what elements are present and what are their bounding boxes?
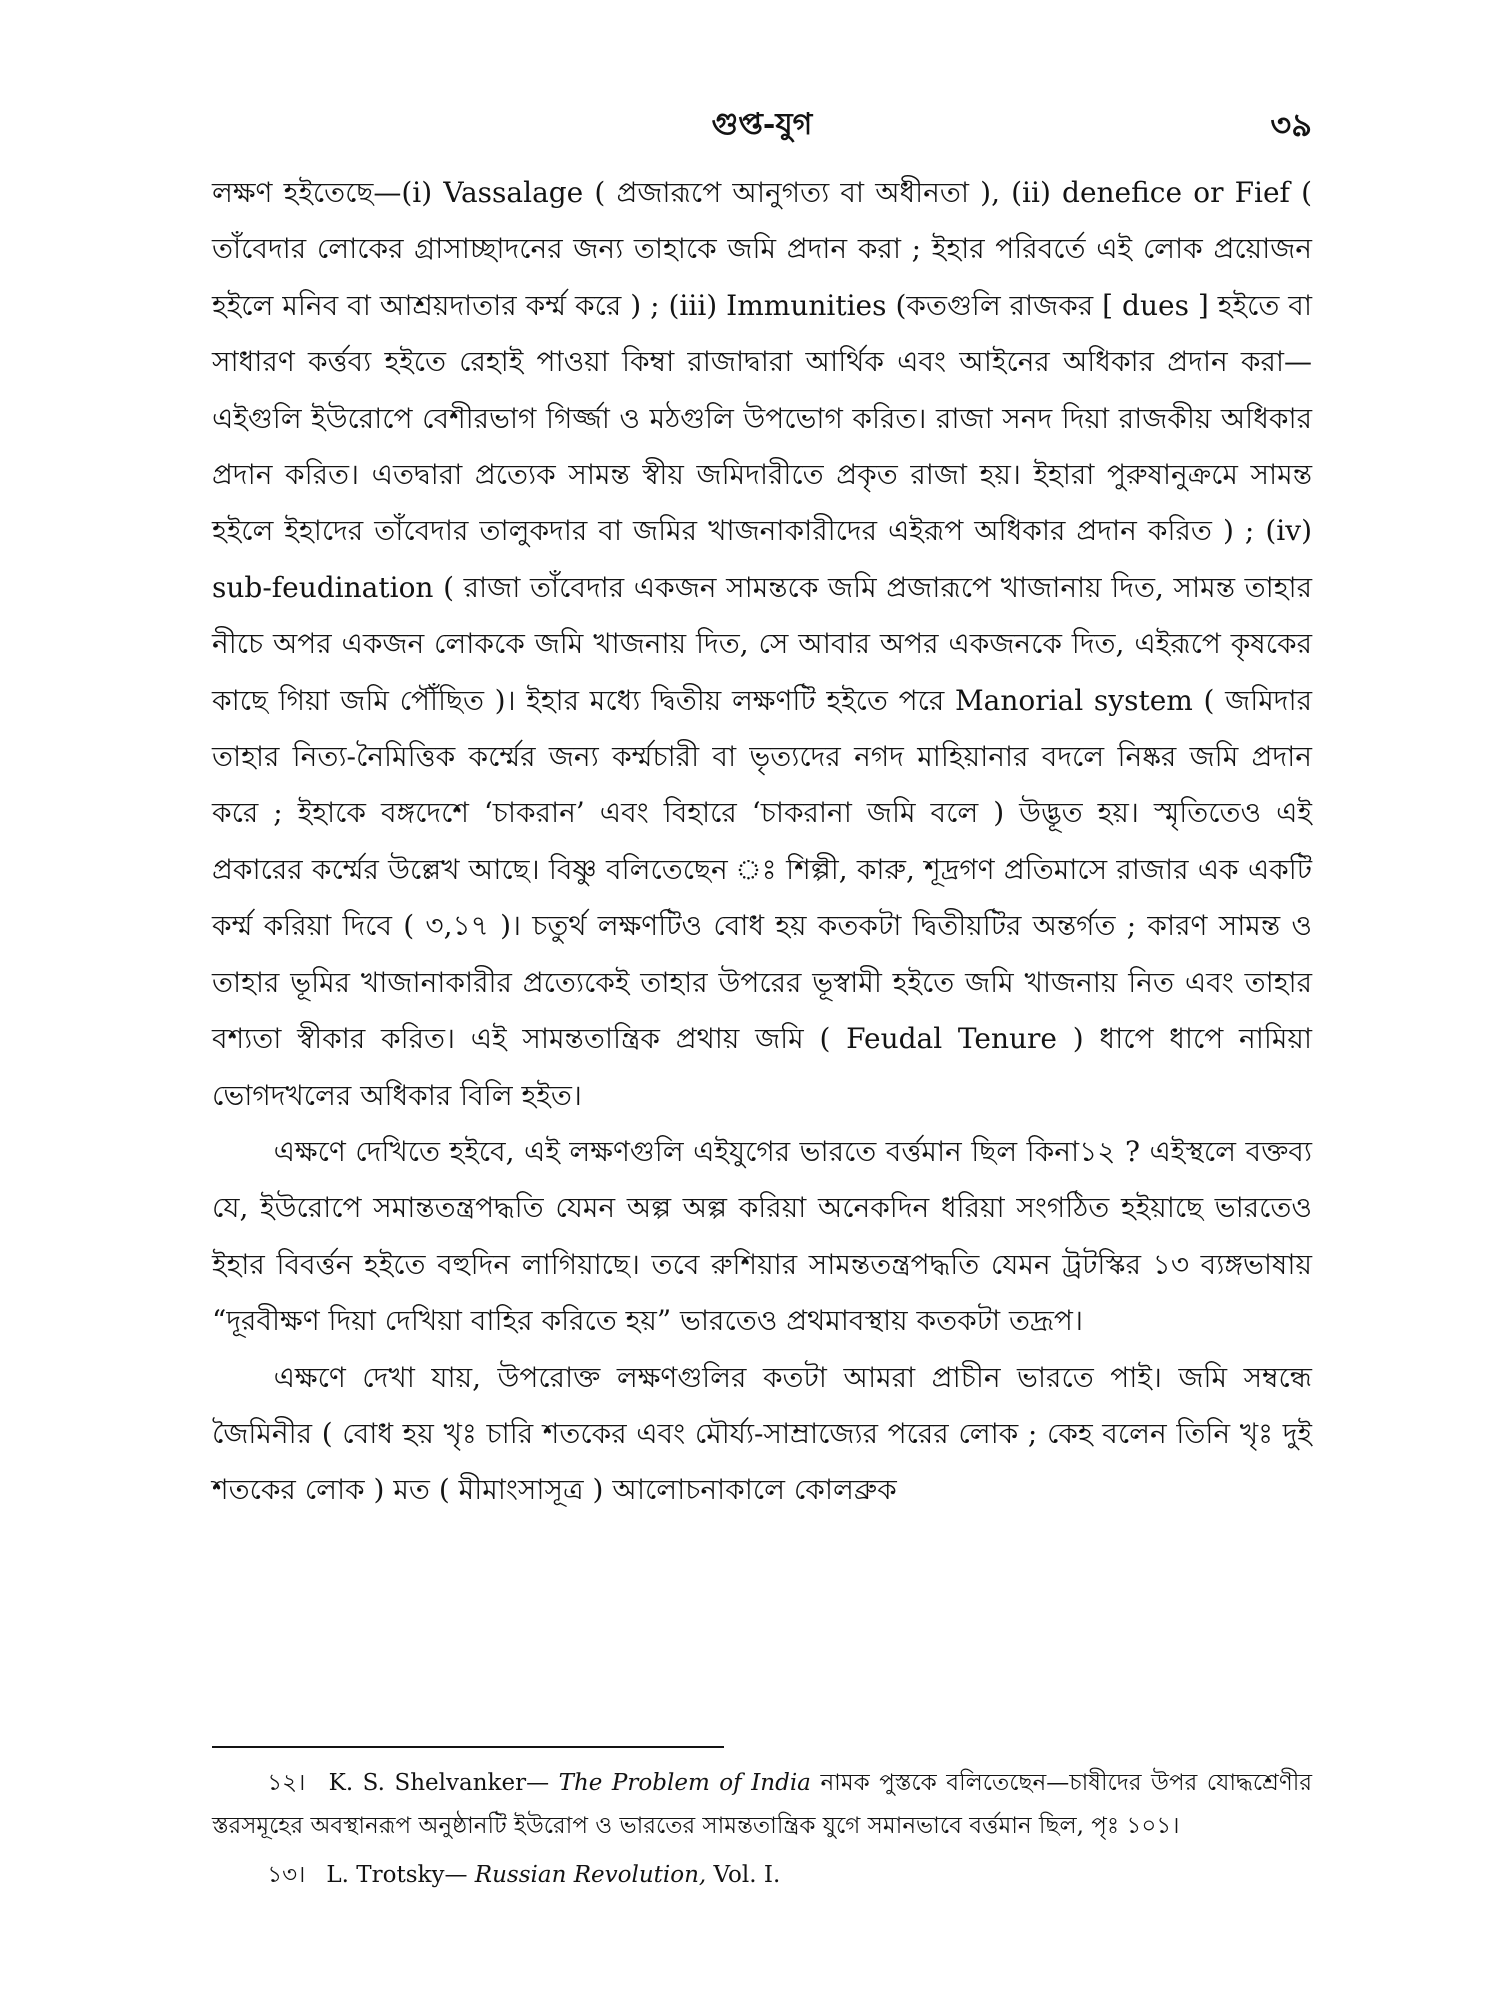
footnote-author: K. S. Shelvanker—: [328, 1770, 550, 1796]
page-number: ৩৯: [1270, 106, 1312, 144]
footnote-rule: [212, 1746, 724, 1748]
footnote-mark: ১৩।: [267, 1862, 306, 1888]
running-title: গুপ্ত-যুগ: [711, 107, 813, 142]
body-text: [212, 165, 1312, 1519]
paragraph-india-comparison: এক্ষণে দেখিতে হইবে, এই লক্ষণগুলি এইযুগের ভারতে বর্ত্তমান ছিল কিনা১২ ? এইস্থলে বক্তব্য যে, ইউরোপে সমান্ততন্ত্রপদ্ধতি যেমন অল্প অল্প করিয়া অনেকদিন ধরিয়া সংগঠিত হইয়াছে ভারতেও ইহার বিবর্ত্তন হইতে বহুদিন লাগিয়াছে। তবে রুশিয়ার সামন্ততন্ত্রপদ্ধতি যেমন ট্রটস্কির ১৩ ব্যঙ্গভাষায় “দূরবীক্ষণ দিয়া দেখিয়া বাহির করিতে হয়” ভারতেও প্রথমাবস্থায় কতকটা তদ্রূপ।: [212, 1134, 1312, 1338]
footnote-book-title: Russian Revolution,: [474, 1862, 707, 1888]
footnote-book-title: The Problem of India: [558, 1770, 811, 1796]
paragraph-feudal-features: লক্ষণ হইতেছে—(i) Vassalage ( প্রজারূপে আনুগত্য বা অধীনতা ), (ii) denefice or Fief ( তাঁবেদার লোকের গ্রাসাচ্ছাদনের জন্য তাহাকে জমি প্রদান করা ; ইহার পরিবর্তে এই লোক প্রয়োজন হইলে মনিব বা আশ্রয়দাতার কর্ম্ম করে ) ; (iii) Immunities (কতগুলি রাজকর [ dues ] হইতে বা সাধারণ কর্ত্তব্য হইতে রেহাই পাওয়া কিম্বা রাজাদ্বারা আর্থিক এবং আইনের অধিকার প্রদান করা—এইগুলি ইউরোপে বেশীরভাগ গির্জ্জা ও মঠগুলি উপভোগ করিত। রাজা সনদ দিয়া রাজকীয় অধিকার প্রদান করিত। এতদ্বারা প্রত্যেক সামন্ত স্বীয় জমিদারীতে প্রকৃত রাজা হয়। ইহারা পুরুষানুক্রমে সামন্ত হইলে ইহাদের তাঁবেদার তালুকদার বা জমির খাজনাকারীদের এইরূপ অধিকার প্রদান করিত ) ; (iv) sub-feudination ( রাজা তাঁবেদার একজন সামন্তকে জমি প্রজারূপে খাজানায় দিত, সামন্ত তাহার নীচে অপর একজন লোককে জমি খাজনায় দিত, সে আবার অপর একজনকে দিত, এইরূপে কৃষকের কাছে গিয়া জমি পৌঁছিত )। ইহার মধ্যে দ্বিতীয় লক্ষণটি হইতে পরে Manorial system ( জমিদার তাহার নিত্য-নৈমিত্তিক কর্ম্মের জন্য কর্ম্মচারী বা ভৃত্যদের নগদ মাহিয়ানার বদলে নিষ্কর জমি প্রদান করে ; ইহাকে বঙ্গদেশে ‘চাকরান’ এবং বিহারে ‘চাকরানা জমি বলে ) উদ্ভূত হয়। স্মৃতিতেও এই প্রকারের কর্ম্মের উল্লেখ আছে। বিষ্ণু বলিতেছেন ঃ শিল্পী, কারু, শূদ্রগণ প্রতিমাসে রাজার এক একটি কর্ম্ম করিয়া দিবে ( ৩,১৭ )। চতুর্থ লক্ষণটিও বোধ হয় কতকটা দ্বিতীয়টির অন্তর্গত ; কারণ সামন্ত ও তাহার ভূমির খাজানাকারীর প্রত্যেকেই তাহার উপরের ভূস্বামী হইতে জমি খাজনায় নিত এবং তাহার বশ্যতা স্বীকার করিত। এই সামন্ততান্ত্রিক প্রথায় জমি ( Feudal Tenure ) ধাপে ধাপে নামিয়া ভোগদখলের অধিকার বিলি হইত।: [212, 176, 1312, 1112]
footnote-13: [212, 1854, 1312, 1897]
footnote-12: [212, 1762, 1312, 1848]
page-header: [212, 100, 1312, 144]
footnote-text: Vol. I.: [713, 1862, 781, 1888]
footnote-author: L. Trotsky—: [326, 1862, 468, 1888]
footnotes: [212, 1762, 1312, 1897]
footnote-mark: ১২।: [267, 1770, 306, 1796]
paragraph-ancient-india: এক্ষণে দেখা যায়, উপরোক্ত লক্ষণগুলির কতটা আমরা প্রাচীন ভারতে পাই। জমি সম্বন্ধে জৈমিনীর ( বোধ হয় খৃঃ চারি শতকের এবং মৌর্য্য-সাম্রাজ্যের পরের লোক ; কেহ বলেন তিনি খৃঃ দুই শতকের লোক ) মত ( মীমাংসাসূত্র ) আলোচনাকালে কোলব্রুক: [212, 1360, 1312, 1507]
footnote-text: নামক পুস্তকে বলিতেছেন—চাষীদের উপর যোদ্ধশ্রেণীর স্তরসমূহের অবস্থানরূপ অনুষ্ঠানটি ইউরোপ ও ভারতের সামন্ততান্ত্রিক যুগে সমানভাবে বর্ত্তমান ছিল, পৃঃ ১০১।: [212, 1770, 1312, 1839]
